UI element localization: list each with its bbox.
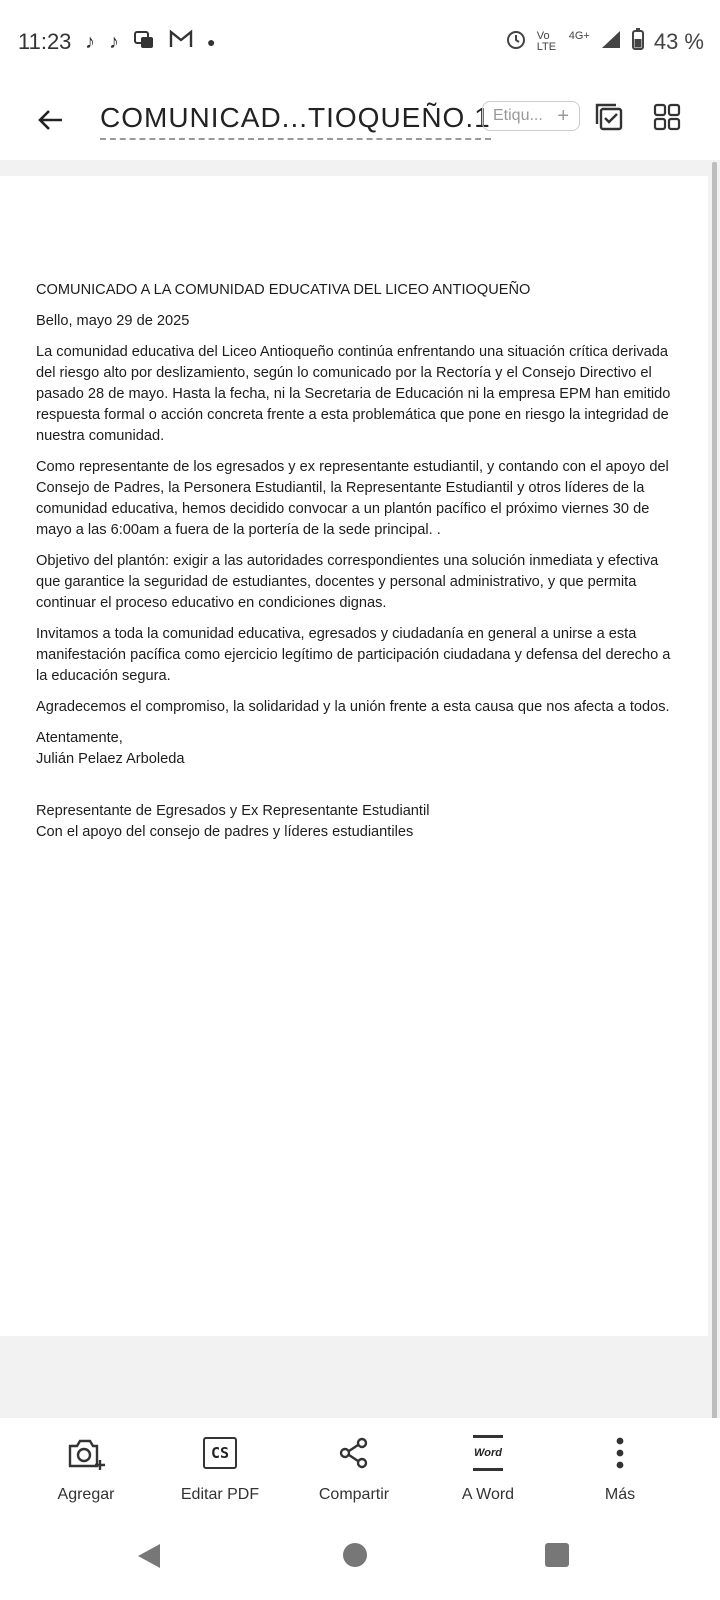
share-label: Compartir [318,1486,390,1503]
edit-pdf-icon-text: CS [210,1444,230,1462]
add-photo-icon [67,1436,105,1470]
scrollbar[interactable] [712,162,717,1424]
document-paragraph: Agradecemos el compromiso, la solidaridad y la unión frente a esta causa que nos afecta a todos. [36,699,670,715]
document-paragraph: Como representante de los egresados y ex representante estudiantil, y contando con el apoyo del Consejo de Padres, la Personera Estudiantil, la Representante Estudiantil y otros líderes de la comunidad educativa, hemos decidido convocar a un plantón pacífico el próximo viernes 30 de mayo a las 6:00am a fuera de la portería de la sede principal. . [36,459,669,538]
nav-home-icon [342,1542,368,1568]
nav-back-icon [136,1542,162,1570]
nav-back-button[interactable] [136,1542,162,1575]
dot-icon: ● [207,34,216,50]
document-role: Representante de Egresados y Ex Representante Estudiantil [36,803,430,819]
select-pages-button[interactable] [592,100,626,134]
grid-view-button[interactable] [650,100,684,134]
notification-icons [85,28,215,56]
document-date: Bello, mayo 29 de 2025 [36,313,190,329]
network-label: 4G+ [568,30,590,42]
tag-placeholder: Etiqu... [493,107,543,124]
alarm-icon [505,28,527,55]
tiktok-icon: ♪ [109,31,119,53]
document-signer: Julián Pelaez Arboleda [36,751,185,767]
edit-pdf-icon [203,1437,237,1469]
gmail-icon [169,29,193,55]
back-arrow-icon [36,106,64,134]
nav-home-button[interactable] [342,1542,368,1573]
word-icon-text: Word [474,1447,502,1459]
document-page[interactable] [0,176,708,1336]
signal-icon [600,29,622,54]
document-support: Con el apoyo del consejo de padres y líderes estudiantiles [36,824,414,840]
word-icon [473,1435,503,1471]
tag-add-icon: + [557,104,569,127]
edit-pdf-button[interactable] [160,1428,280,1504]
status-time: 11:23 [18,29,72,54]
status-right [505,28,704,55]
more-button[interactable] [560,1428,680,1504]
add-button[interactable] [26,1428,146,1504]
to-word-label: A Word [461,1486,515,1503]
add-label: Agregar [57,1486,115,1503]
document-paragraph: Invitamos a toda la comunidad educativa, egresados y ciudadanía en general a unirse a esta manifestación pacífica como ejercicio legítimo de participación ciudadana y defensa del derecho a la educación segura. [36,626,671,684]
back-button[interactable] [30,100,70,140]
top-toolbar [0,84,720,160]
battery-icon [632,28,644,55]
tag-button[interactable] [482,101,580,131]
volte-label: Vo LTE [536,29,557,53]
nav-recents-button[interactable] [544,1542,570,1573]
battery-percent: 43 % [653,28,704,54]
document-title[interactable]: COMUNICAD...TIOQUEÑO.1 [100,102,491,140]
bottom-action-bar [0,1418,720,1518]
document-paragraph: La comunidad educativa del Liceo Antioqueño continúa enfrentando una situación crítica derivada del riesgo alto por deslizamiento, según lo comunicado por la Rectoría y el Consejo Directivo el pasado 28 de mayo. Hasta la fecha, ni la Secretaria de Educación ni la empresa EPM han emitido respuesta formal o acción concreta frente a esta problemática que pone en riesgo la integridad de nuestra comunidad. [36,344,671,444]
document-heading: COMUNICADO A LA COMUNIDAD EDUCATIVA DEL LICEO ANTIOQUEÑO [36,282,531,298]
more-label: Más [604,1486,636,1503]
navigation-bar [0,1518,720,1600]
share-button[interactable] [294,1428,414,1504]
edit-pdf-label: Editar PDF [180,1486,260,1503]
nav-recents-icon [544,1542,570,1568]
document-paragraph: Objetivo del plantón: exigir a las autoridades correspondientes una solución inmediata y efectiva que garantice la seguridad de estudiantes, docentes y personal administrativo, y que permita continuar el proceso educativo en condiciones dignas. [36,553,659,611]
share-icon [338,1437,370,1469]
document-content [36,280,682,843]
tiktok-icon: ♪ [85,31,95,53]
grid-icon [653,103,681,131]
checkbox-pages-icon [594,102,624,132]
to-word-button[interactable] [428,1428,548,1504]
more-icon [615,1436,625,1470]
translate-icon [133,28,155,56]
document-closing: Atentamente, [36,730,123,746]
status-bar [0,0,720,84]
